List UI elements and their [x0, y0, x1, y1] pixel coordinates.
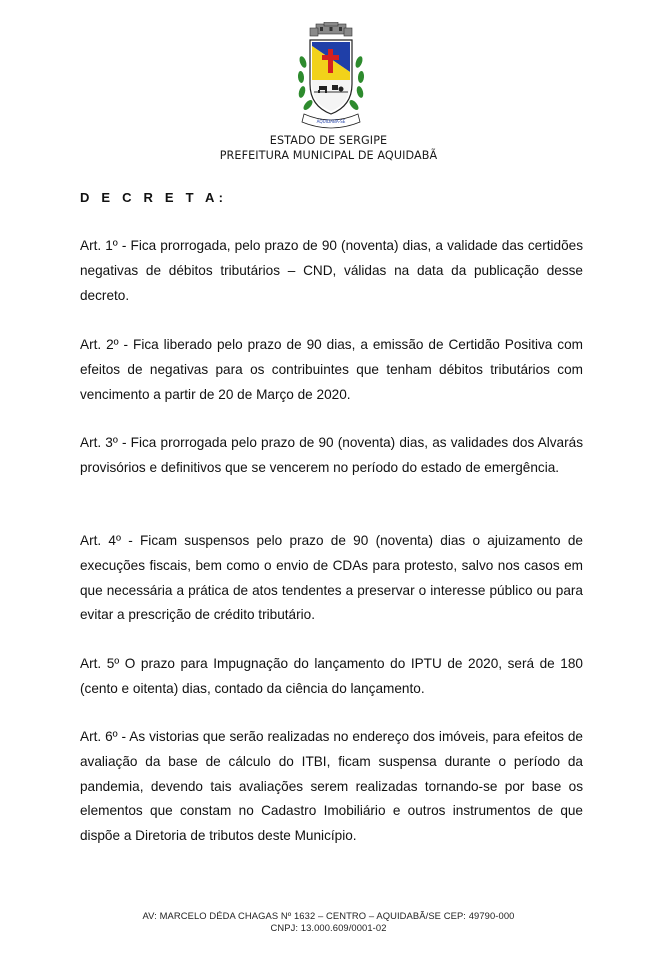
article-4: Art. 4º - Ficam suspensos pelo prazo de 90 (noventa) dias o ajuizamento de execuções fiscais, bem como o envio de CDAs para protesto, salvo nos casos em que necessária a prática de atos tendentes a preservar o interesse público ou para evitar a prescrição de crédito tributário. — [80, 533, 583, 623]
state-name: ESTADO DE SERGIPE — [269, 134, 388, 147]
seal-ribbon-text: AQUIDABÃ-SE — [316, 119, 346, 124]
article-1: Art. 1º - Fica prorrogada, pelo prazo de 90 (noventa) dias, a validade das certidões negativas de débitos tributários – CND, válidas na data da publicação desse decreto. — [80, 238, 583, 303]
article-3: Art. 3º - Fica prorrogada pelo prazo de 90 (noventa) dias, as validades dos Alvarás provisórios e definitivos que se vencerem no período do estado de emergência. — [80, 435, 583, 475]
coat-of-arms-icon — [294, 22, 368, 130]
article-2: Art. 2º - Fica liberado pelo prazo de 90 dias, a emissão de Certidão Positiva com efeitos de negativas para os contribuintes que tenham débitos tributários com vencimento a partir de 20 de Março de 2020. — [80, 337, 583, 402]
prefecture-name: PREFEITURA MUNICIPAL DE AQUIDABÃ — [219, 149, 438, 162]
footer-cnpj: CNPJ: 13.000.609/0001-02 — [270, 922, 387, 933]
article-5: Art. 5º O prazo para Impugnação do lançamento do IPTU de 2020, será de 180 (cento e oitenta) dias, contado da ciência do lançamento. — [80, 656, 583, 696]
article-6: Art. 6º - As vistorias que serão realizadas no endereço dos imóveis, para efeitos de avaliação da base de cálculo do ITBI, ficam suspensa durante o período da pandemia, devendo tais avaliações serem realizadas tornando-se por base os elementos que constam no Cadastro Imobiliário e outros instrumentos de que dispõe a Diretoria de tributos deste Município. — [80, 729, 583, 844]
footer-address: AV: MARCELO DÉDA CHAGAS Nº 1632 – CENTRO – AQUIDABÃ/SE CEP: 49790-000 — [142, 910, 515, 921]
decree-heading: D E C R E T A: — [80, 190, 228, 205]
